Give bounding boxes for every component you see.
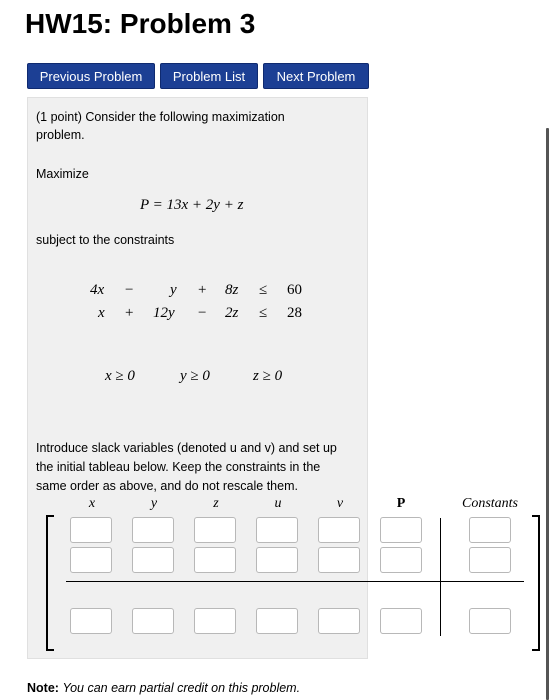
right-bracket-top [532,515,540,517]
tableau-cell-r2-p[interactable] [380,547,422,573]
tableau-cell-r1-u[interactable] [256,517,298,543]
tableau-cell-r2-u[interactable] [256,547,298,573]
c2-op2: − [198,305,207,321]
c2-rel: ≤ [259,305,268,321]
left-bracket-bar [46,515,48,651]
tableau-cell-r1-constants[interactable] [469,517,511,543]
intro-line-1: (1 point) Consider the following maximization [36,110,285,124]
c1-rhs: 60 [287,282,302,298]
tableau-cell-r1-v[interactable] [318,517,360,543]
header-y: y [150,496,158,511]
next-problem-button[interactable]: Next Problem [263,63,369,89]
scrollbar[interactable] [546,128,549,700]
left-bracket-bottom [46,649,54,651]
header-p: P [396,496,406,511]
c2-op1: + [125,305,134,321]
previous-problem-button[interactable]: Previous Problem [27,63,155,89]
instructions-line-3: same order as above, and do not rescale them. [36,479,298,493]
tableau-cell-r2-y[interactable] [132,547,174,573]
nonneg-y: y ≥ 0 [180,368,210,384]
maximize-label: Maximize [36,167,89,181]
objective-function: P = 13x + 2y + z [140,197,244,213]
tableau-cell-r1-p[interactable] [380,517,422,543]
header-x: x [88,496,96,511]
intro-line-2: problem. [36,128,85,142]
c2-rhs: 28 [287,305,302,321]
c1-term-c: 8z [225,282,239,298]
tableau-cell-r1-z[interactable] [194,517,236,543]
header-z: z [213,496,219,511]
c1-term-b: y [170,282,177,298]
header-u: u [274,496,282,511]
problem-list-button[interactable]: Problem List [160,63,258,89]
tableau-cell-r2-z[interactable] [194,547,236,573]
tableau-cell-obj-x[interactable] [70,608,112,634]
objective-row-separator [66,581,524,582]
c2-term-b: 12y [153,305,175,321]
c1-op1: − [125,282,134,298]
tableau-cell-obj-constants[interactable] [469,608,511,634]
page-title: HW15: Problem 3 [25,8,256,39]
note-text: You can earn partial credit on this problem. [62,681,301,695]
header-constants: Constants [461,496,518,511]
header-v: v [336,496,344,511]
partial-credit-note [27,681,300,695]
tableau-cell-r1-x[interactable] [70,517,112,543]
instructions-line-1: Introduce slack variables (denoted u and v) and set up [36,441,337,455]
subject-to-label: subject to the constraints [36,233,175,247]
tableau-cell-obj-u[interactable] [256,608,298,634]
c1-term-a: 4x [90,282,105,298]
tableau-cell-r1-y[interactable] [132,517,174,543]
right-bracket-bottom [532,649,540,651]
tableau-cell-obj-z[interactable] [194,608,236,634]
tableau-cell-r2-constants[interactable] [469,547,511,573]
nonneg-x: x ≥ 0 [105,368,135,384]
c1-op2: + [198,282,207,298]
note-label: Note: [27,681,59,695]
right-bracket-bar [538,515,540,651]
tableau-cell-r2-v[interactable] [318,547,360,573]
tableau-cell-obj-p[interactable] [380,608,422,634]
tableau-cell-obj-v[interactable] [318,608,360,634]
tableau-cell-obj-y[interactable] [132,608,174,634]
constants-column-separator [440,518,441,636]
tableau-cell-r2-x[interactable] [70,547,112,573]
c1-rel: ≤ [259,282,268,298]
nonneg-z: z ≥ 0 [253,368,283,384]
c2-term-c: 2z [225,305,239,321]
left-bracket-top [46,515,54,517]
instructions-line-2: the initial tableau below. Keep the constraints in the [36,460,321,474]
c2-term-a: x [98,305,105,321]
